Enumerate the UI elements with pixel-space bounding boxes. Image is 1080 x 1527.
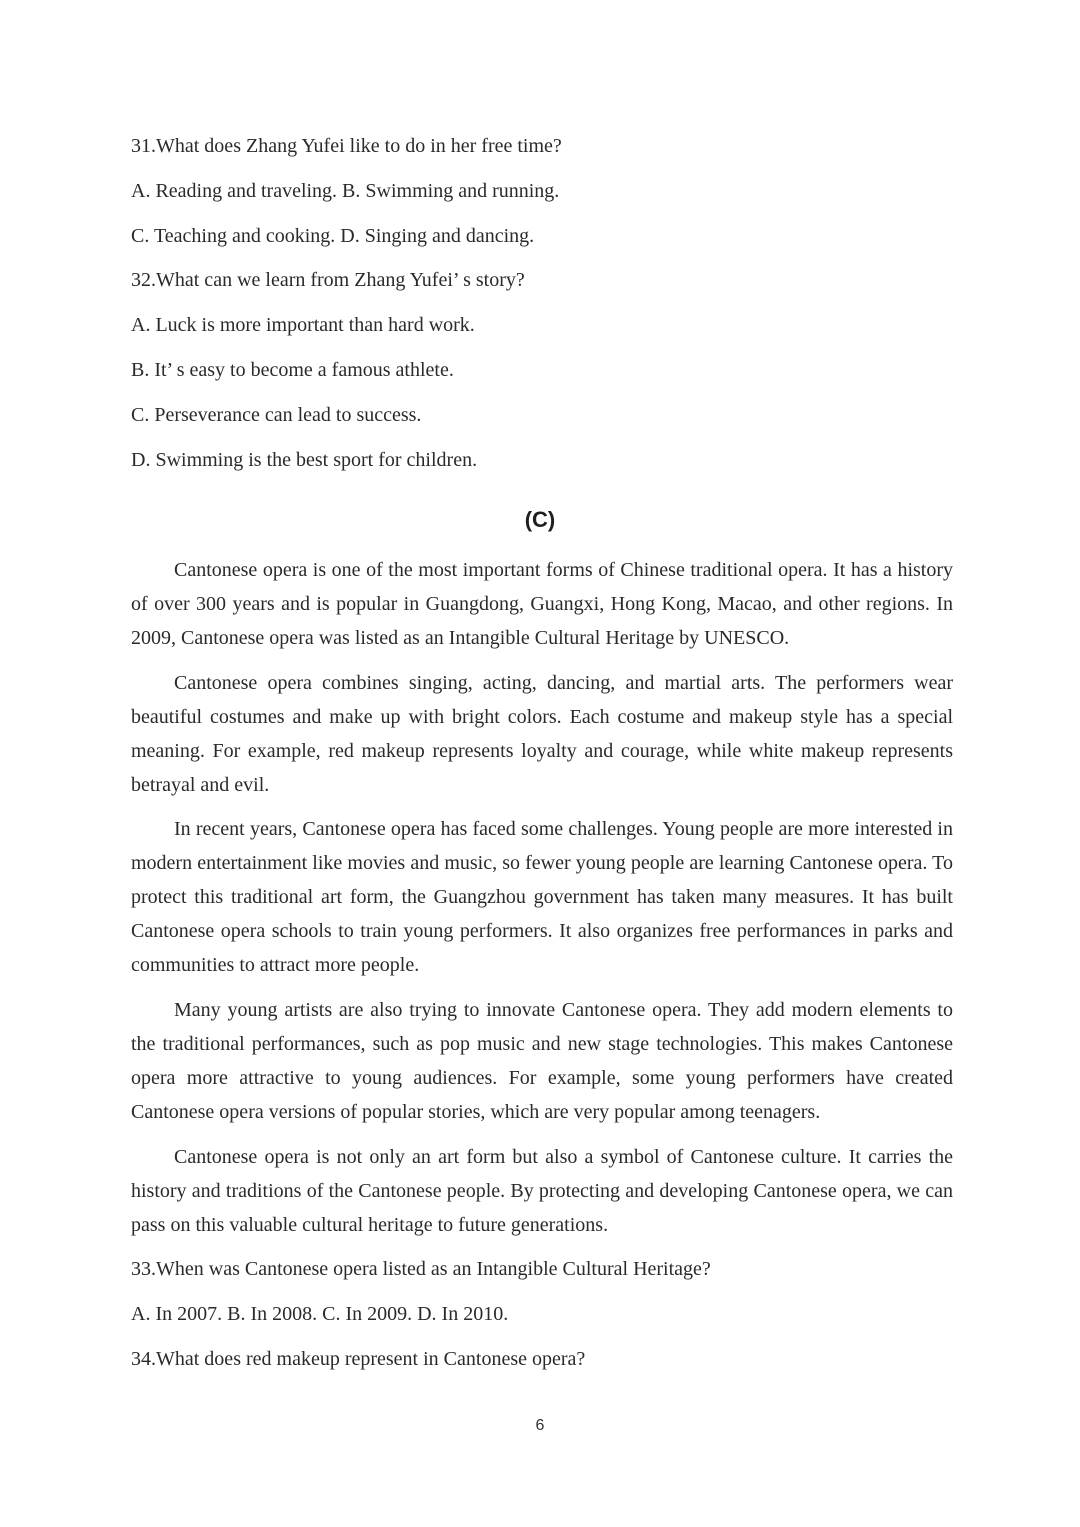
passage-paragraph-1: Cantonese opera is one of the most important forms of Chinese traditional opera. It has a history of over 300 years and is popular in Guangdong, Guangxi, Hong Kong, Macao, and other regions. In 2009, Cantonese opera was listed as an Intangible Cultural Heritage by UNESCO. xyxy=(131,559,953,649)
question-32: 32.What can we learn from Zhang Yufei’ s story? xyxy=(131,269,525,291)
passage-paragraph-4: Many young artists are also trying to innovate Cantonese opera. They add modern elements to the traditional performances, such as pop music and new stage technologies. This makes Cantonese opera more attractive to young audiences. For example, some young performers have created Cantonese opera versions of popular stories, which are very popular among teenagers. xyxy=(131,999,953,1123)
page-number: 6 xyxy=(535,1417,545,1434)
question-32-option-a: A. Luck is more important than hard work. xyxy=(131,314,475,336)
passage-paragraph-5: Cantonese opera is not only an art form but also a symbol of Cantonese culture. It carries the history and traditions of the Cantonese people. By protecting and developing Cantonese opera, we can pass on this valuable cultural heritage to future generations. xyxy=(131,1146,953,1236)
passage-paragraph-2: Cantonese opera combines singing, acting, dancing, and martial arts. The performers wear beautiful costumes and make up with bright colors. Each costume and makeup style has a special meaning. For example, red makeup represents loyalty and courage, while white makeup represents betrayal and evil. xyxy=(131,672,953,796)
question-31-options-cd: C. Teaching and cooking. D. Singing and dancing. xyxy=(131,225,535,247)
question-33-options: A. In 2007. B. In 2008. C. In 2009. D. In 2010. xyxy=(131,1303,509,1325)
question-32-option-b: B. It’ s easy to become a famous athlete. xyxy=(131,359,454,381)
section-c-title: (C) xyxy=(524,507,556,532)
question-32-option-c: C. Perseverance can lead to success. xyxy=(131,404,422,426)
question-31: 31.What does Zhang Yufei like to do in her free time? xyxy=(131,135,562,157)
question-32-option-d: D. Swimming is the best sport for children. xyxy=(131,449,478,471)
passage-paragraph-3: In recent years, Cantonese opera has faced some challenges. Young people are more interested in modern entertainment like movies and music, so fewer young people are learning Cantonese opera. To protect this traditional art form, the Guangzhou government has taken many measures. It has built Cantonese opera schools to train young performers. It also organizes free performances in parks and communities to attract more people. xyxy=(131,818,953,976)
question-34: 34.What does red makeup represent in Cantonese opera? xyxy=(131,1348,586,1370)
question-31-options-ab: A. Reading and traveling. B. Swimming and running. xyxy=(131,180,560,202)
question-33: 33.When was Cantonese opera listed as an Intangible Cultural Heritage? xyxy=(131,1258,711,1280)
